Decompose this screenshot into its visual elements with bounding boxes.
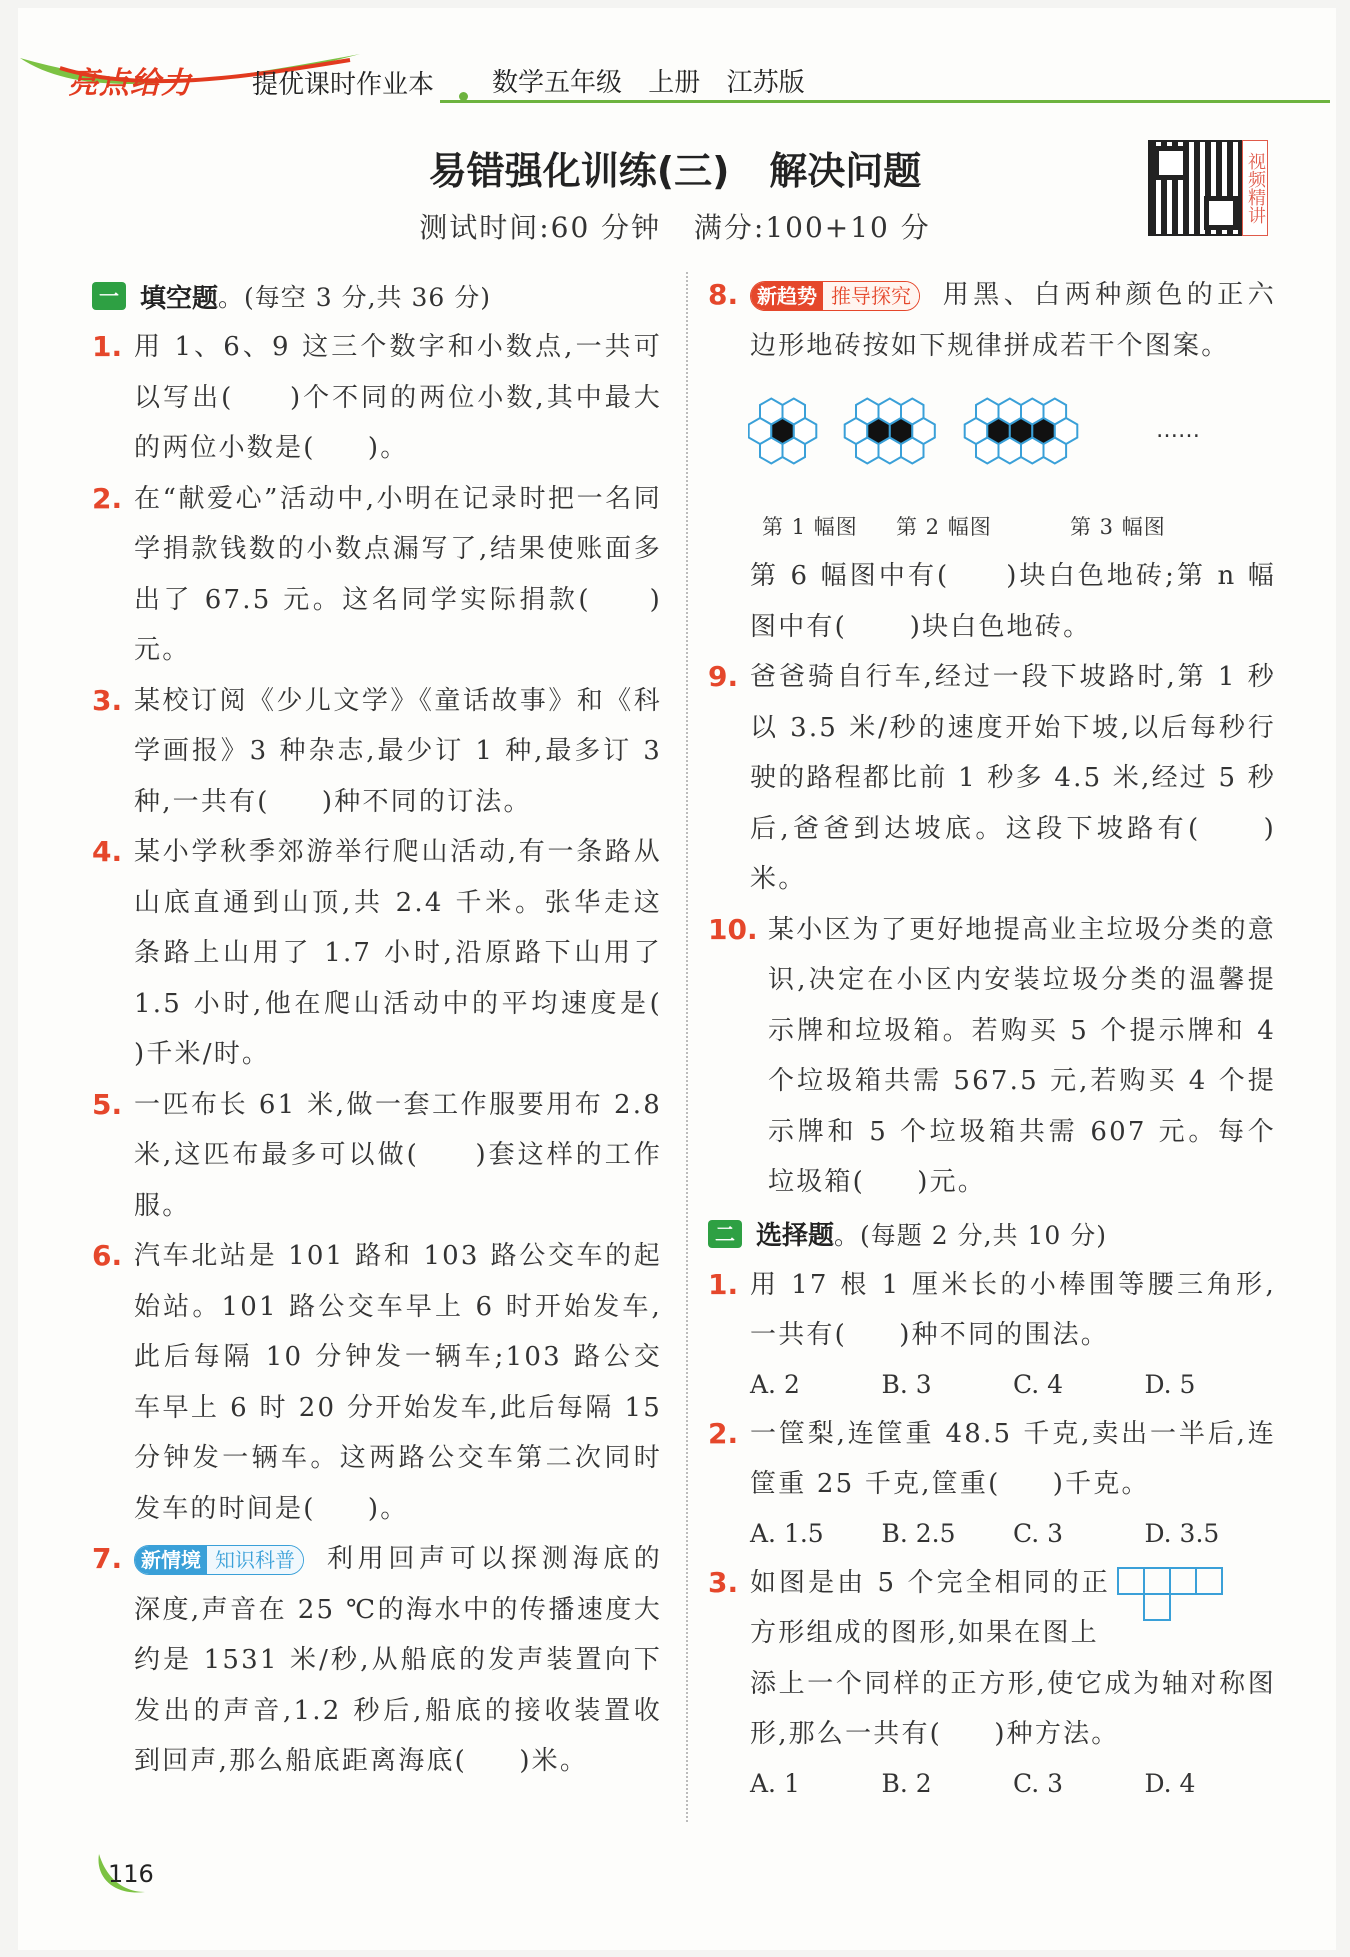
- page-title: 易错强化训练(三) 解决问题: [428, 149, 922, 193]
- white-hexagon-tile: [912, 418, 935, 444]
- black-hexagon-tile: [1032, 418, 1055, 444]
- choice-options-1: [708, 1361, 1276, 1409]
- fill-question-1: [92, 322, 662, 474]
- tag-primary: 新情境: [135, 1546, 207, 1574]
- question-text: 汽车北站是 101 路和 103 路公交车的起始站。101 路公交车早上 6 时开始发车,此后每隔 10 分钟发一辆车;103 路公交车早上 6 时 20 分开始发车,此后每隔 15 分钟发一辆车。这两路公交车第二次同时发车的时间是( )。: [134, 1241, 673, 1524]
- question-number: 2.: [92, 481, 123, 515]
- fill-question-4: [92, 827, 715, 1080]
- question-text: 第 6 幅图中有( )块白色地砖;第 n 幅图中有( )块白色地砖。: [750, 561, 1276, 642]
- section-1-title: 填空题: [140, 283, 219, 314]
- page-number: 116: [108, 1860, 154, 1888]
- question-number: 3.: [92, 683, 123, 717]
- white-hexagon-tile: [845, 418, 868, 444]
- choice-question-2: [708, 1409, 1276, 1510]
- section-2-heading: [708, 1208, 1276, 1260]
- header-rule: [440, 100, 1330, 103]
- white-hexagon-tile: [794, 418, 817, 444]
- question-number: 1.: [708, 1267, 739, 1301]
- section-2-note: 。(每题 2 分,共 10 分): [834, 1220, 1107, 1250]
- right-column: [708, 270, 1287, 1808]
- brand-logo: 亮点给力: [68, 66, 192, 101]
- choice-options-3: [708, 1760, 1276, 1808]
- section-2-badge: 二: [708, 1220, 742, 1248]
- left-column: [92, 270, 715, 1787]
- hexagon-pattern-figure: [748, 371, 1276, 511]
- question-text: 某小区为了更好地提高业主垃圾分类的意识,决定在小区内安装垃圾分类的温馨提示牌和垃圾箱。若购买 5 个提示牌和 4 个垃圾箱共需 567.5 元,若购买 4 个提示牌和 5 个垃圾箱共需 607 元。每个垃圾箱( )元。: [768, 914, 1287, 1197]
- choice-options-2: [708, 1510, 1276, 1558]
- test-info: 测试时间:60 分钟 满分:100+10 分: [419, 211, 931, 244]
- fill-question-6: [92, 1231, 673, 1534]
- column-divider: [686, 272, 688, 1822]
- white-hexagon-tile: [749, 418, 772, 444]
- section-1-heading: [92, 270, 662, 322]
- black-hexagon-tile: [867, 418, 890, 444]
- figure-labels: [708, 511, 1276, 551]
- question-text: 在“献爱心”活动中,小明在记录时把一名同学捐款钱数的小数点漏写了,结果使账面多出了 67.5 元。这名同学实际捐款( )元。: [134, 483, 662, 665]
- black-hexagon-tile: [890, 418, 913, 444]
- section-1-badge: 一: [92, 282, 126, 310]
- fill-question-5: [92, 1080, 673, 1232]
- question-text: 用 17 根 1 厘米长的小棒围等腰三角形,一共有( )种不同的围法。: [750, 1269, 1276, 1350]
- section-2-title: 选择题: [756, 1221, 835, 1251]
- tag-primary: 新趋势: [751, 282, 823, 310]
- question-number: 2.: [708, 1416, 739, 1450]
- question-text: 如图是由 5 个完全相同的正方形组成的图形,如果在图上: [750, 1567, 1110, 1648]
- book-name: 提优课时作业本: [252, 70, 435, 100]
- qr-code-icon[interactable]: [1148, 140, 1244, 236]
- fill-question-8: [708, 270, 1276, 371]
- choice-question-3: [708, 1558, 1276, 1760]
- question-number: 10.: [708, 912, 758, 946]
- question-text: 爸爸骑自行车,经过一段下坡路时,第 1 秒以 3.5 米/秒的速度开始下坡,以后每秒行驶的路程都比前 1 秒多 4.5 米,经过 5 秒后,爸爸到达坡底。这段下坡路有( )米。: [750, 662, 1276, 894]
- new-trend-tag: [750, 281, 920, 311]
- square-grid-figure: [1116, 1566, 1236, 1652]
- question-text: 用黑、白两种颜色的正六边形地砖按如下规律拼成若干个图案。: [750, 280, 1277, 361]
- header-term: 上册: [648, 68, 701, 98]
- header-info: [492, 62, 805, 99]
- black-hexagon-tile: [987, 418, 1010, 444]
- question-text: 一筐梨,连筐重 48.5 千克,卖出一半后,连筐重 25 千克,筐重( )千克。: [750, 1418, 1276, 1499]
- option-b[interactable]: B. 2: [881, 1768, 932, 1798]
- option-a[interactable]: A. 1: [750, 1768, 800, 1798]
- question-text: 某校订阅《少儿文学》《童话故事》和《科学画报》3 种杂志,最少订 1 种,最多订 3 种,一共有( )种不同的订法。: [134, 685, 673, 817]
- question-number: 9.: [708, 660, 739, 693]
- option-c[interactable]: C. 4: [1013, 1369, 1064, 1399]
- question-text: 一匹布长 61 米,做一套工作服要用布 2.8 米,这匹布最多可以做( )套这样的工作服。: [134, 1089, 673, 1221]
- choice-question-1: [708, 1260, 1276, 1361]
- option-c[interactable]: C. 3: [1013, 1518, 1064, 1548]
- fill-question-2: [92, 474, 662, 676]
- question-text: 用 1、6、9 这三个数字和小数点,一共可以写出( )个不同的两位小数,其中最大的两位小数是( )。: [134, 332, 662, 463]
- tag-secondary: 推导探究: [823, 282, 919, 310]
- question-text-cont: 添上一个同样的正方形,使它成为轴对称图形,那么一共有( )种方法。: [750, 1668, 1276, 1749]
- fill-question-10: [708, 905, 1287, 1208]
- hexagon-tiles-diagram: [748, 371, 1268, 511]
- video-tag[interactable]: 视频精讲: [1242, 140, 1268, 236]
- fill-question-8-answer: [708, 551, 1276, 652]
- section-1-note: 。(每空 3 分,共 36 分): [218, 283, 491, 312]
- header-subject: 数学五年级: [492, 68, 623, 98]
- question-number: 5.: [92, 1087, 123, 1121]
- fill-question-9: [708, 652, 1276, 905]
- option-b[interactable]: B. 2.5: [881, 1518, 956, 1548]
- fill-question-3: [92, 676, 673, 828]
- option-a[interactable]: A. 2: [750, 1369, 800, 1399]
- fill-question-7: [92, 1534, 662, 1787]
- white-hexagon-tile: [965, 418, 988, 444]
- figure-label-2: 第 2 幅图: [896, 515, 992, 539]
- option-d[interactable]: D. 4: [1144, 1768, 1196, 1798]
- question-number: 8.: [708, 278, 739, 311]
- question-number: 1.: [92, 330, 123, 363]
- white-hexagon-tile: [1055, 418, 1078, 444]
- option-d[interactable]: D. 3.5: [1144, 1518, 1220, 1548]
- black-hexagon-tile: [771, 418, 794, 444]
- question-number: 7.: [92, 1542, 123, 1575]
- tag-secondary: 知识科普: [207, 1546, 303, 1574]
- option-c[interactable]: C. 3: [1013, 1768, 1064, 1798]
- figure-label-1: 第 1 幅图: [762, 515, 858, 539]
- question-text: 利用回声可以探测海底的深度,声音在 25 ℃的海水中的传播速度大约是 1531 米/秒,从船底的发声装置向下发出的声音,1.2 秒后,船底的接收装置收到回声,那么船底距离海底( )米。: [134, 1544, 662, 1776]
- pattern-ellipsis: ……: [1156, 418, 1200, 443]
- option-a[interactable]: A. 1.5: [750, 1518, 824, 1548]
- question-number: 4.: [92, 835, 123, 868]
- question-number: 3.: [708, 1565, 739, 1599]
- header-edition: 江苏版: [726, 68, 805, 98]
- new-context-tag: [134, 1545, 304, 1575]
- figure-label-3: 第 3 幅图: [1070, 515, 1166, 539]
- option-b[interactable]: B. 3: [881, 1369, 932, 1399]
- option-d[interactable]: D. 5: [1144, 1369, 1196, 1399]
- question-number: 6.: [92, 1239, 123, 1272]
- black-hexagon-tile: [1010, 418, 1033, 444]
- question-text: 某小学秋季郊游举行爬山活动,有一条路从山底直通到山顶,共 2.4 千米。张华走这条路上山用了 1.7 小时,沿原路下山用了 1.5 小时,他在爬山活动中的平均速度是( )千米/时。: [134, 837, 715, 1069]
